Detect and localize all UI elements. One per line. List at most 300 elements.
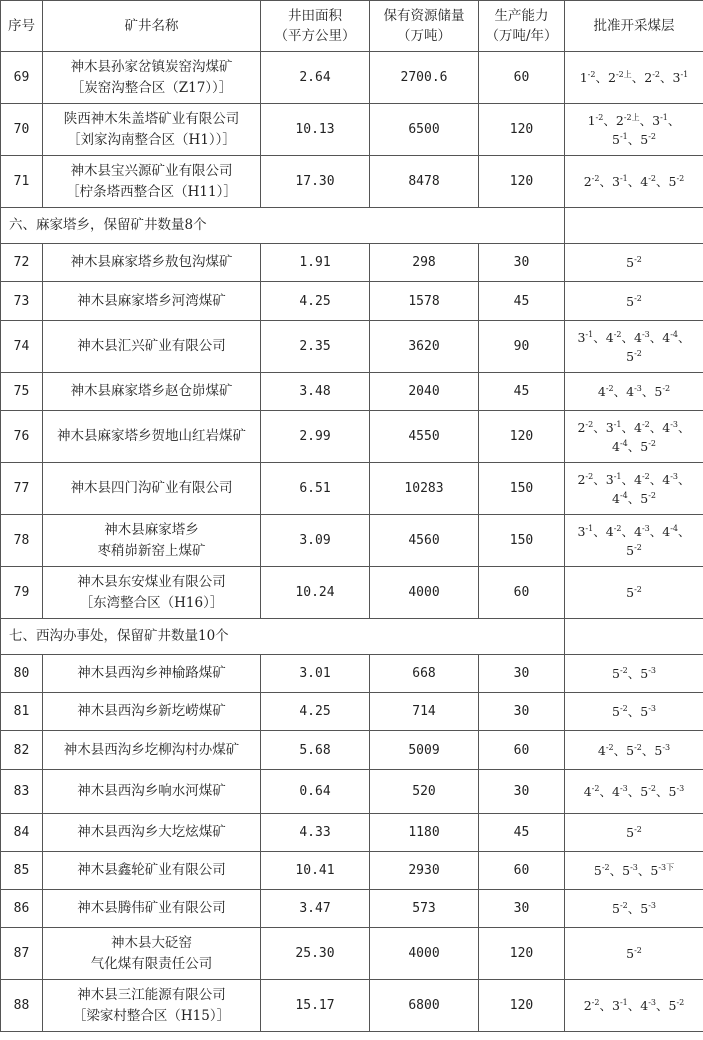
seam-suffix: -2: [634, 742, 642, 752]
seam-suffix: -2: [676, 997, 685, 1007]
area-cell: 4.33: [261, 814, 370, 852]
table-row: [1, 567, 703, 619]
table-row: [1, 282, 703, 321]
seams-line: [567, 347, 701, 366]
mine-name-line: 神木县东安煤业有限公司: [77, 573, 226, 590]
seams-cell: [565, 770, 703, 814]
capacity-cell: 60: [479, 731, 565, 770]
seq-cell: 72: [1, 244, 43, 282]
reserve-cell: 4560: [370, 515, 479, 567]
seams-line: $5^{-2}$、$5^{-3}$: [611, 900, 656, 916]
capacity-cell: 120: [479, 156, 565, 208]
seam-number: 3: [611, 174, 620, 189]
seams-line: $3^{-1}$、$4^{-2}$、$4^{-3}$、$4^{-4}$、: [577, 523, 691, 539]
seam-number: 4: [611, 490, 620, 506]
area-cell: 4.25: [261, 282, 370, 321]
seam-suffix: -2: [641, 419, 650, 429]
seam-number: 5: [654, 384, 663, 399]
seam-number: 2: [583, 174, 592, 189]
table-row: [1, 928, 703, 980]
seam-number: 5: [626, 542, 635, 558]
reserve-cell: 520: [370, 770, 479, 814]
seams-line: $4^{-4}$、$5^{-2}$: [611, 490, 656, 506]
seams-line: $4^{-2}$、$4^{-3}$、$5^{-2}$、$5^{-3}$: [583, 783, 685, 799]
reserve-cell: 2700.6: [370, 52, 479, 104]
area-cell: 25.30: [261, 928, 370, 980]
area-cell: 10.24: [261, 567, 370, 619]
area-cell: 4.25: [261, 693, 370, 731]
table-row: [1, 693, 703, 731]
area-cell: 3.01: [261, 655, 370, 693]
header-row: [1, 1, 703, 52]
capacity-cell: 30: [479, 890, 565, 928]
seam-number: 5: [654, 742, 663, 758]
area-cell: 3.48: [261, 373, 370, 411]
mine-name-line: 神木县西沟乡大圪炫煤矿: [77, 824, 226, 840]
capacity-cell: 120: [479, 980, 565, 1032]
seam-number: 5: [626, 946, 635, 961]
mine-name-line: 神木县宝兴源矿业有限公司: [70, 162, 233, 179]
reserve-cell: 8478: [370, 156, 479, 208]
section-label: 七、西沟办事处，保留矿井数量10个: [1, 619, 565, 655]
seam-suffix: -2: [601, 862, 610, 872]
mine-name-line: 神木县麻家塔乡赵仓峁煤矿: [70, 383, 233, 399]
area-cell: 10.13: [261, 104, 370, 156]
seam-number: 2: [615, 112, 624, 128]
seam-number: 4: [662, 419, 671, 435]
reserve-cell: 4000: [370, 567, 479, 619]
seams-line: [567, 541, 701, 560]
mine-name-cell: [43, 515, 261, 567]
seam-suffix: -2: [591, 783, 600, 793]
mine-name-line: ［炭窑沟整合区（Z17））］: [70, 79, 233, 96]
seams-line: $5^{-2}$、$5^{-3}$、$5^{-3下}$: [593, 862, 675, 878]
seam-suffix: -4: [619, 438, 628, 448]
seams-line: $1^{-2}$、$2^{-2上}$、$2^{-2}$、$3^{-1}$: [579, 69, 689, 85]
capacity-cell: 120: [479, 104, 565, 156]
seam-suffix: -4: [619, 490, 628, 500]
mine-name-cell: [43, 104, 261, 156]
seam-suffix: -2: [585, 419, 594, 429]
seam-suffix: -2: [619, 900, 628, 910]
table-row: [1, 104, 703, 156]
seams-line: $3^{-1}$、$4^{-2}$、$4^{-3}$、$4^{-4}$、: [577, 329, 691, 345]
seam-suffix: -2: [648, 438, 656, 448]
seams-cell: [565, 655, 703, 693]
seam-suffix: -3: [648, 997, 656, 1007]
mine-name-line: 神木县腾伟矿业有限公司: [77, 900, 226, 916]
capacity-cell: 45: [479, 373, 565, 411]
seams-line: [567, 823, 701, 842]
reserve-cell: 2040: [370, 373, 479, 411]
seam-suffix: -1: [613, 471, 622, 481]
header-seq: 序号: [1, 1, 43, 52]
table-row: [1, 770, 703, 814]
mine-name-line: 神木县西沟乡神榆路煤矿: [77, 665, 226, 681]
seq-cell: 77: [1, 463, 43, 515]
mine-name-line: 枣稍峁新窑上煤矿: [97, 542, 206, 559]
header-capacity-line: 生产能力: [494, 8, 549, 24]
header-name: 矿井名称: [43, 1, 261, 52]
reserve-cell: 10283: [370, 463, 479, 515]
seam-number: 5: [668, 998, 677, 1013]
section-empty-cell: [565, 208, 703, 244]
seams-cell: [565, 373, 703, 411]
section-label: 六、麻家塔乡，保留矿井数量8个: [1, 208, 565, 244]
seams-cell: [565, 928, 703, 980]
seam-suffix: -3: [670, 419, 679, 429]
seam-suffix: -1: [585, 329, 594, 339]
mine-name-line: 神木县鑫轮矿业有限公司: [77, 862, 226, 878]
seam-number: 4: [605, 329, 614, 345]
seq-cell: 87: [1, 928, 43, 980]
seams-line: [567, 253, 701, 272]
seam-suffix: -2: [619, 665, 628, 675]
seam-number: 1: [587, 112, 596, 128]
seam-number: 5: [611, 666, 620, 681]
seq-cell: 79: [1, 567, 43, 619]
seam-suffix: -2: [676, 173, 685, 183]
seq-cell: 70: [1, 104, 43, 156]
seq-cell: 85: [1, 852, 43, 890]
seam-suffix: -3: [641, 523, 650, 533]
area-cell: 15.17: [261, 980, 370, 1032]
area-cell: 0.64: [261, 770, 370, 814]
seams-cell: [565, 693, 703, 731]
seam-suffix: -2: [605, 742, 614, 752]
seam-suffix: -2: [648, 131, 656, 141]
seq-cell: 76: [1, 411, 43, 463]
table-row: [1, 321, 703, 373]
seams-line: $2^{-2}$、$3^{-1}$、$4^{-2}$、$5^{-2}$: [583, 173, 685, 189]
seam-suffix: -3: [619, 783, 628, 793]
mine-name-cell: [43, 852, 261, 890]
reserve-cell: 573: [370, 890, 479, 928]
seam-suffix: -2: [634, 945, 642, 955]
seams-cell: [565, 463, 703, 515]
seam-number: 4: [611, 438, 620, 454]
seam-number: 4: [597, 742, 606, 758]
area-cell: 6.51: [261, 463, 370, 515]
mine-name-line: 神木县孙家岔镇炭窑沟煤矿: [70, 58, 233, 75]
capacity-cell: 30: [479, 770, 565, 814]
table-row: [1, 655, 703, 693]
seam-suffix: -2: [652, 69, 660, 79]
capacity-cell: 150: [479, 463, 565, 515]
reserve-cell: 1578: [370, 282, 479, 321]
seam-number: 5: [640, 704, 649, 719]
seq-cell: 71: [1, 156, 43, 208]
reserve-cell: 1180: [370, 814, 479, 852]
seam-suffix: -3: [670, 471, 679, 481]
mine-name-line: ［东湾整合区（H16）］: [79, 594, 224, 611]
mine-name-line: 神木县汇兴矿业有限公司: [77, 338, 226, 354]
seam-number: 2: [577, 419, 586, 435]
reserve-cell: 3620: [370, 321, 479, 373]
seq-cell: 83: [1, 770, 43, 814]
seams-line: $4^{-4}$、$5^{-2}$: [611, 438, 656, 454]
seam-number: 5: [611, 901, 620, 916]
reserve-cell: 298: [370, 244, 479, 282]
seam-suffix: -1: [660, 112, 668, 122]
seams-cell: [565, 980, 703, 1032]
capacity-cell: 90: [479, 321, 565, 373]
capacity-cell: 60: [479, 852, 565, 890]
seams-cell: [565, 104, 703, 156]
seams-line: $5^{-1}$、$5^{-2}$: [611, 131, 656, 147]
mine-name-line: 神木县麻家塔乡敖包沟煤矿: [70, 254, 233, 270]
reserve-cell: 714: [370, 693, 479, 731]
reserve-cell: 668: [370, 655, 479, 693]
seams-line: $2^{-2}$、$3^{-1}$、$4^{-3}$、$5^{-2}$: [583, 997, 685, 1013]
seams-line: $1^{-2}$、$2^{-2上}$、$3^{-1}$、: [587, 112, 681, 128]
table-row: [1, 156, 703, 208]
seams-line: [567, 583, 701, 602]
seam-suffix: -1: [619, 173, 628, 183]
reserve-cell: 2930: [370, 852, 479, 890]
mine-name-line: 神木县大砭窑: [111, 934, 192, 951]
header-reserve: [370, 1, 479, 52]
seams-line: $2^{-2}$、$3^{-1}$、$4^{-2}$、$4^{-3}$、: [577, 419, 691, 435]
seq-cell: 86: [1, 890, 43, 928]
seq-cell: 69: [1, 52, 43, 104]
seq-cell: 81: [1, 693, 43, 731]
seam-number: 4: [640, 174, 649, 189]
mine-name-cell: [43, 52, 261, 104]
seam-suffix: -3: [648, 703, 656, 713]
seam-suffix: -4: [670, 523, 679, 533]
mine-name-cell: [43, 567, 261, 619]
seam-suffix: -3: [634, 383, 642, 393]
mine-name-line: 神木县麻家塔乡贺地山红岩煤矿: [57, 428, 246, 444]
mine-name-cell: [43, 693, 261, 731]
seam-suffix: -2: [648, 783, 656, 793]
seams-cell: [565, 814, 703, 852]
seam-number: 4: [662, 471, 671, 487]
seams-line: $5^{-2}$、$5^{-3}$: [611, 665, 656, 681]
section-row: [1, 208, 703, 244]
table-row: [1, 731, 703, 770]
seam-suffix: -2上: [623, 112, 640, 122]
area-cell: 2.99: [261, 411, 370, 463]
seams-cell: [565, 515, 703, 567]
seams-line: $5^{-2}$、$5^{-3}$: [611, 703, 656, 719]
seam-number: 3: [577, 329, 586, 345]
seam-suffix: -2: [595, 112, 604, 122]
seam-number: 5: [640, 490, 649, 506]
seam-suffix: -2: [634, 293, 642, 303]
seam-number: 5: [640, 131, 649, 147]
seam-suffix: -2上: [615, 69, 632, 79]
seam-suffix: -1: [585, 523, 594, 533]
reserve-cell: 4000: [370, 928, 479, 980]
seam-number: 5: [626, 293, 635, 309]
seam-number: 3: [605, 419, 614, 435]
seam-number: 5: [626, 348, 635, 364]
reserve-cell: 6500: [370, 104, 479, 156]
seam-suffix: -1: [680, 69, 689, 79]
capacity-cell: 60: [479, 52, 565, 104]
table-row: [1, 52, 703, 104]
seam-number: 4: [634, 419, 642, 435]
seam-suffix: -3: [648, 900, 656, 910]
seam-number: 5: [593, 863, 602, 878]
seq-cell: 84: [1, 814, 43, 852]
seq-cell: 82: [1, 731, 43, 770]
mine-name-line: 神木县西沟乡圪柳沟村办煤矿: [63, 741, 240, 758]
seam-number: 5: [650, 863, 659, 878]
table-body: [1, 52, 703, 1032]
mine-name-line: 陕西神木朱盖塔矿业有限公司: [63, 110, 240, 127]
seam-suffix: -2: [648, 490, 656, 500]
mine-name-cell: [43, 770, 261, 814]
reserve-cell: 6800: [370, 980, 479, 1032]
header-capacity: [479, 1, 565, 52]
seams-cell: [565, 156, 703, 208]
seam-number: 5: [626, 825, 635, 840]
seam-suffix: -2: [662, 383, 671, 393]
mine-name-line: 神木县西沟乡响水河煤矿: [77, 783, 226, 799]
mine-name-line: ［梁家村整合区（H15）］: [72, 1007, 231, 1024]
seam-suffix: -2: [585, 471, 594, 481]
section-empty-cell: [565, 619, 703, 655]
seam-number: 3: [652, 112, 661, 128]
seam-suffix: -3: [630, 862, 638, 872]
seam-number: 5: [611, 704, 620, 719]
seams-line: [567, 292, 701, 311]
mine-name-cell: [43, 655, 261, 693]
capacity-cell: 30: [479, 244, 565, 282]
seams-cell: [565, 852, 703, 890]
seam-number: 5: [640, 784, 649, 799]
mine-name-cell: [43, 731, 261, 770]
mine-name-line: ［柠条塔西整合区（H11）］: [66, 183, 237, 200]
area-cell: 3.09: [261, 515, 370, 567]
capacity-cell: 45: [479, 814, 565, 852]
seam-number: 5: [611, 131, 620, 147]
seam-number: 5: [626, 255, 635, 270]
seams-cell: [565, 411, 703, 463]
seam-number: 5: [668, 174, 677, 189]
seam-number: 5: [626, 585, 635, 600]
area-cell: 2.64: [261, 52, 370, 104]
seam-number: 4: [605, 523, 614, 539]
seam-number: 4: [634, 471, 642, 487]
seam-suffix: -2: [634, 824, 642, 834]
seam-number: 3: [577, 523, 586, 539]
seam-number: 3: [605, 471, 614, 487]
seam-suffix: -1: [619, 131, 628, 141]
seam-suffix: -2: [587, 69, 596, 79]
mine-name-line: 神木县麻家塔乡河湾煤矿: [77, 292, 226, 309]
seam-number: 2: [644, 70, 653, 85]
mine-name-cell: [43, 373, 261, 411]
seams-cell: [565, 890, 703, 928]
seam-number: 1: [579, 70, 588, 85]
table-row: [1, 244, 703, 282]
seam-suffix: -3: [641, 329, 650, 339]
seam-suffix: -2: [591, 173, 600, 183]
seq-cell: 75: [1, 373, 43, 411]
seam-suffix: -3: [662, 742, 671, 752]
seam-suffix: -3: [648, 665, 656, 675]
capacity-cell: 30: [479, 655, 565, 693]
header-area: [261, 1, 370, 52]
seq-cell: 73: [1, 282, 43, 321]
seam-suffix: -2: [591, 997, 600, 1007]
seam-number: 5: [622, 863, 631, 878]
capacity-cell: 60: [479, 567, 565, 619]
seams-line: $2^{-2}$、$3^{-1}$、$4^{-2}$、$4^{-3}$、: [577, 471, 691, 487]
seam-number: 3: [611, 998, 620, 1013]
seams-line: $4^{-2}$、$4^{-3}$、$5^{-2}$: [597, 383, 671, 399]
seam-number: 4: [597, 384, 606, 399]
header-area-line: 井田面积: [288, 8, 342, 24]
mine-name-cell: [43, 411, 261, 463]
seq-cell: 74: [1, 321, 43, 373]
seam-suffix: -2: [634, 584, 642, 594]
seams-cell: [565, 321, 703, 373]
seam-number: 4: [634, 523, 642, 539]
mine-name-cell: [43, 156, 261, 208]
seams-line: [567, 944, 701, 963]
seam-number: 5: [640, 438, 649, 454]
seam-suffix: -2: [634, 348, 642, 358]
mine-name-cell: [43, 814, 261, 852]
seams-cell: [565, 567, 703, 619]
mine-name-cell: [43, 928, 261, 980]
seam-number: 4: [611, 784, 620, 799]
seam-number: 4: [634, 329, 642, 345]
seam-number: 5: [668, 784, 677, 799]
seam-suffix: -1: [613, 419, 622, 429]
seam-number: 5: [626, 742, 635, 758]
seam-suffix: -2: [648, 173, 656, 183]
seams-cell: [565, 731, 703, 770]
seam-number: 4: [626, 384, 635, 399]
header-reserve-unit: （万吨）: [397, 28, 451, 44]
table-row: [1, 411, 703, 463]
mine-name-line: 气化煤有限责任公司: [90, 955, 213, 972]
header-capacity-unit: （万吨/年）: [485, 28, 558, 44]
table-row: [1, 814, 703, 852]
area-cell: 2.35: [261, 321, 370, 373]
area-cell: 5.68: [261, 731, 370, 770]
table-row: [1, 852, 703, 890]
capacity-cell: 30: [479, 693, 565, 731]
seam-suffix: -2: [641, 471, 650, 481]
mine-name-cell: [43, 463, 261, 515]
seam-number: 2: [577, 471, 586, 487]
mine-name-line: ［刘家沟南整合区（H1））］: [67, 131, 236, 148]
area-cell: 10.41: [261, 852, 370, 890]
area-cell: 1.91: [261, 244, 370, 282]
seam-suffix: -2: [613, 523, 622, 533]
mine-name-line: 神木县三江能源有限公司: [77, 986, 226, 1003]
mine-name-line: 神木县四门沟矿业有限公司: [70, 480, 233, 496]
seam-number: 5: [640, 666, 649, 681]
area-cell: 3.47: [261, 890, 370, 928]
seams-cell: [565, 282, 703, 321]
seam-suffix: -2: [634, 542, 642, 552]
seq-cell: 88: [1, 980, 43, 1032]
table-row: [1, 980, 703, 1032]
seam-number: 2: [583, 998, 592, 1013]
mine-name-line: 神木县麻家塔乡: [104, 521, 199, 538]
seam-number: 5: [640, 901, 649, 916]
seq-cell: 80: [1, 655, 43, 693]
mine-name-cell: [43, 321, 261, 373]
